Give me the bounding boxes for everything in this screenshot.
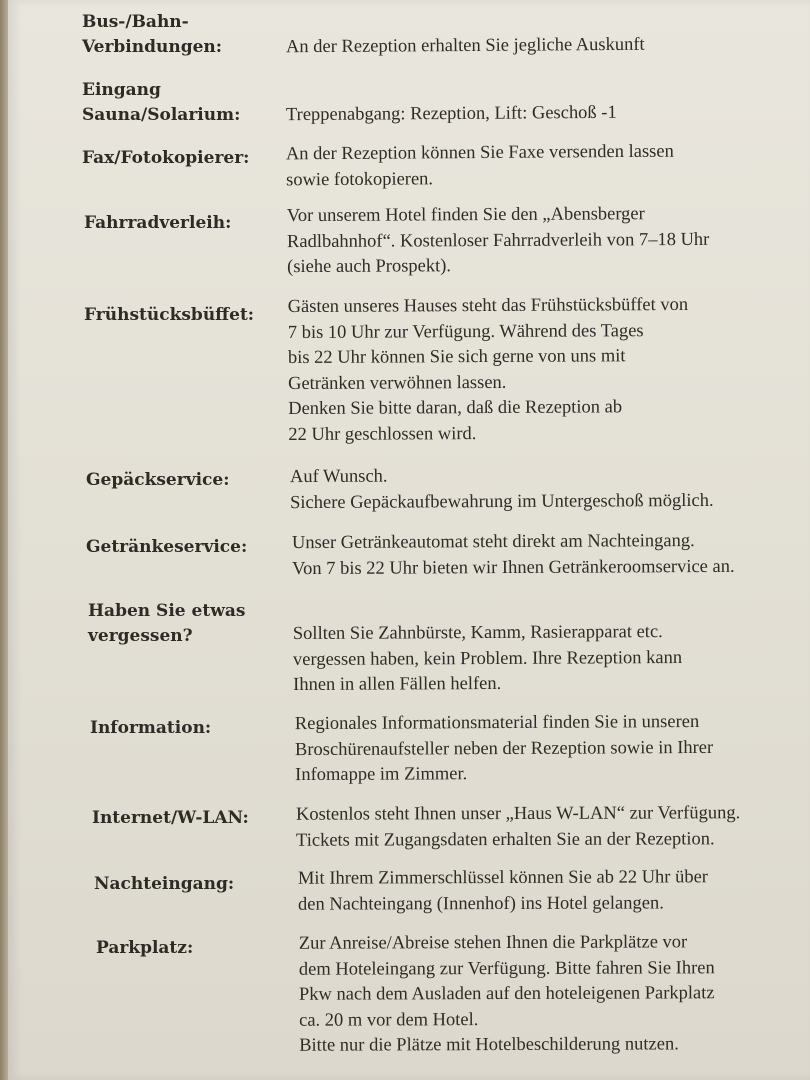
page-edge	[0, 0, 8, 1080]
entry-text	[286, 140, 674, 194]
entry-line: bis 22 Uhr können Sie sich gerne von uns mit	[287, 346, 626, 369]
entry-line: Infomappe im Zimmer.	[295, 764, 468, 786]
entry-text	[288, 293, 689, 448]
entry-line: Radlbahnhof“. Kostenloser Fahrradverleih von 7–18 Uhr	[286, 229, 710, 252]
entry-text	[286, 33, 645, 61]
entry-text	[290, 463, 714, 516]
entry-line: Denken Sie bitte daran, daß die Rezeption ab	[288, 397, 623, 420]
entry-line: (siehe auch Prospekt).	[287, 256, 452, 278]
entry-line: Gästen unseres Hauses steht das Frühstücksbüffet von	[287, 294, 689, 318]
entry-text	[299, 930, 715, 1059]
entry-label: Internet/W-LAN:	[92, 808, 249, 828]
entry-label: Eingang Sauna/Solarium:	[82, 80, 241, 125]
entry-line: 22 Uhr geschlossen wird.	[288, 423, 477, 445]
entry-label: Information:	[90, 718, 212, 738]
entry-line: 7 bis 10 Uhr zur Verfügung. Während des Tages	[287, 320, 644, 343]
entry-line: Zur Anreise/Abreise stehen Ihnen die Parkplätze vor	[298, 932, 688, 954]
entry-line: Unser Getränkeautomat steht direkt am Nachteingang.	[291, 531, 695, 554]
entry-line: Sollten Sie Zahnbürste, Kamm, Rasierapparat etc.	[292, 622, 663, 645]
entry-label: Bus-/Bahn- Verbindungen:	[82, 12, 223, 57]
entry-line: An der Rezeption können Sie Faxe versenden lassen	[285, 141, 674, 165]
entry-line: An der Rezeption erhalten Sie jegliche Auskunft	[285, 34, 645, 58]
entry-label: Fahrradverleih:	[84, 213, 232, 233]
entry-line: den Nachteingang (Innenhof) ins Hotel gelangen.	[298, 892, 664, 915]
entry-line: Auf Wunsch.	[289, 466, 388, 488]
entry-text	[293, 620, 682, 699]
entry-line: dem Hoteleingang zur Verfügung. Bitte fahren Sie Ihren	[298, 957, 715, 980]
entry-label: Gepäckservice:	[86, 470, 230, 490]
entry-text	[295, 710, 714, 789]
entry-line: Sichere Gepäckaufbewahrung im Untergeschoß möglich.	[290, 490, 714, 513]
entry-line: Pkw nach dem Ausladen auf den hoteleigenen Parkplatz	[298, 983, 715, 1005]
entry-line: Treppenabgang: Rezeption, Lift: Geschoß -1	[285, 102, 617, 126]
entry-line: vergessen haben, kein Problem. Ihre Rezeption kann	[292, 647, 683, 670]
entry-line: Von 7 bis 22 Uhr bieten wir Ihnen Getränkeroomservice an.	[292, 556, 735, 579]
entry-label: Nachteingang:	[94, 874, 235, 894]
entry-line: Broschürenaufsteller neben der Rezeption sowie in Ihrer	[294, 737, 714, 760]
entry-text	[296, 801, 740, 854]
entry-text	[287, 202, 710, 281]
document-page	[8, 0, 810, 1080]
entry-label: Parkplatz:	[96, 938, 194, 958]
entry-line: Ihnen in allen Fällen helfen.	[293, 673, 502, 696]
entry-line: ca. 20 m vor dem Hotel.	[299, 1009, 479, 1031]
entry-text	[298, 865, 708, 917]
entry-line: Kostenlos steht Ihnen unser „Haus W-LAN“ zur Verfügung.	[295, 803, 741, 825]
entry-line: Mit Ihrem Zimmerschlüssel können Sie ab 22 Uhr über	[297, 867, 708, 889]
entry-line: Regionales Informationsmaterial finden Sie in unseren	[294, 711, 700, 735]
entry-label: Frühstücksbüffet:	[84, 305, 255, 325]
entry-line: Vor unserem Hotel finden Sie den „Abensberger	[286, 204, 645, 227]
entry-label: Fax/Fotokopierer:	[82, 148, 250, 168]
entry-label: Haben Sie etwas vergessen?	[88, 601, 246, 646]
entry-line: Tickets mit Zugangsdaten erhalten Sie an der Rezeption.	[296, 828, 715, 851]
entry-text	[286, 101, 617, 129]
entry-line: Bitte nur die Plätze mit Hotelbeschilderung nutzen.	[299, 1034, 679, 1056]
entry-label: Getränkeservice:	[86, 537, 248, 557]
entry-line: sowie fotokopieren.	[286, 168, 434, 190]
entry-text	[292, 529, 735, 582]
entry-line: Getränken verwöhnen lassen.	[288, 372, 507, 394]
